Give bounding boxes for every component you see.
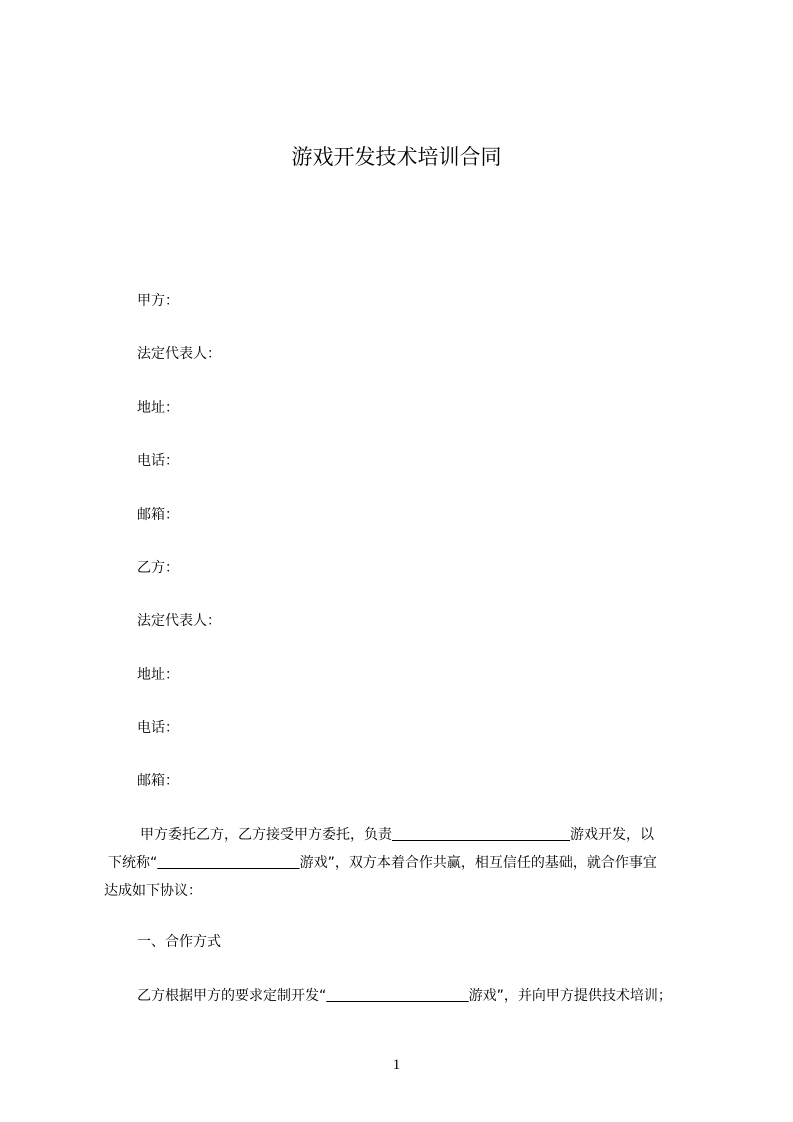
intro-line-1: [140, 825, 654, 845]
page-number: 1: [392, 1057, 401, 1073]
intro-text: 游戏”，双方本着合作共赢，相互信任的基础，就合作事宜: [299, 855, 657, 871]
intro-text: 甲方委托乙方，乙方接受甲方委托，负责: [140, 827, 392, 843]
party-b-email: 邮箱：: [137, 773, 179, 789]
section-text: 乙方根据甲方的要求定制开发“: [137, 988, 327, 1004]
section-text: 游戏”，并向甲方提供技术培训；: [468, 988, 672, 1004]
blank-line: [326, 988, 468, 1004]
party-b-representative: 法定代表人：: [137, 613, 221, 629]
party-b-address: 地址：: [137, 667, 179, 683]
party-b-phone: 电话：: [137, 720, 179, 736]
blank-line: [392, 827, 570, 843]
party-b-label: 乙方：: [137, 560, 179, 576]
intro-line-3: 达成如下协议：: [104, 883, 202, 899]
party-a-email: 邮箱：: [137, 507, 179, 523]
section-1-text: [137, 986, 672, 1006]
section-1-heading: 一、合作方式: [137, 934, 221, 950]
party-a-label: 甲方：: [137, 293, 179, 309]
intro-text: 游戏开发，以: [570, 827, 655, 843]
party-a-representative: 法定代表人：: [137, 346, 221, 362]
intro-line-2: [108, 853, 657, 873]
contract-title: 游戏开发技术培训合同: [291, 145, 502, 169]
blank-line: [157, 855, 299, 871]
party-a-address: 地址：: [137, 400, 179, 416]
intro-text: 下统称“: [108, 855, 158, 871]
party-a-phone: 电话：: [137, 453, 179, 469]
